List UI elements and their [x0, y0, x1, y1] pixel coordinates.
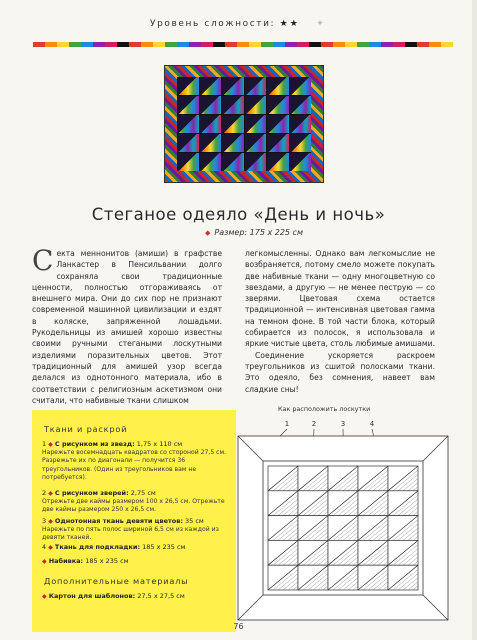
size-label: Размер: 175 х 225 см [214, 228, 303, 237]
diamond-icon: ◆ [42, 558, 47, 565]
material-desc-2: Отрежьте две каймы размером 100 х 26,5 см. Отрежьте две каймы размером 250 х 26,5 см. [42, 498, 225, 514]
materials-box [32, 410, 236, 632]
quilt-block [200, 153, 222, 171]
quilt-block [177, 134, 199, 152]
material-item-4: 4 ◆ Ткань для подкладки: 185 х 235 см [42, 543, 186, 551]
quilt-block [290, 134, 312, 152]
diamond-icon: ◆ [48, 544, 53, 551]
diamond-icon: ◆ [48, 490, 53, 497]
material-desc-1: Нарежьте восемнадцать квадратов со стороной 27,5 см. Разрежьте их по диагонали — получится 36 треугольников. (Один из треугольников вам не потребуется). [42, 449, 227, 482]
material-item-2: 2 ◆ С рисунком зверей: 2,75 см [42, 489, 156, 497]
diagram-label-2: 2 [311, 420, 317, 428]
material-item-3: 3 ◆ Однотонная ткань девяти цветов: 35 см [42, 517, 204, 525]
difficulty-header [150, 19, 325, 29]
diagram-label-4: 4 [369, 420, 375, 428]
quilt-block [245, 134, 267, 152]
quilt-block [200, 77, 222, 95]
diagram-label-3: 3 [340, 420, 346, 428]
quilt-block [245, 96, 267, 114]
quilt-blocks [177, 77, 311, 171]
quilt-photo [165, 66, 323, 182]
page-number: 76 [233, 622, 244, 631]
layout-diagram [232, 414, 454, 624]
page-edge [472, 0, 477, 640]
page-title: Стеганое одеяло «День и ночь» [91, 205, 386, 224]
material-item-1: 1 ◆ С рисунком из звезд: 1,75 х 110 см [42, 440, 183, 448]
quilt-block [267, 115, 289, 133]
body-right-column [245, 248, 435, 395]
intro-paragraph: екта меннонитов (амиши) в графстве Ланкастер в Пенсильвании долго сохраняла свои традиционные ценности, полностью отгораживаясь от внешнего мира. Они до сих пор не признают современной машинной цивилизации и ездят в коляске, запряженной лошадьми. Рукодельницы из амишей хорошо известны своими ручными стегаными лоскутными изделиями поразительных цветов. Этот традиционный для амишей узор всегда делался из однотонного материала, ибо в соответствии с религиозным аскетизмом они считали, что набивные ткани слишком [32, 249, 222, 405]
material-item-5: ◆ Набивка: 185 х 235 см [42, 557, 129, 565]
diamond-icon: ◆ [48, 441, 53, 448]
quilt-block [222, 77, 244, 95]
quilt-block [245, 77, 267, 95]
quilt-block [200, 115, 222, 133]
quilt-block [177, 115, 199, 133]
quilt-block [290, 115, 312, 133]
quilt-block [290, 153, 312, 171]
diagram-caption: Как расположить лоскутки [278, 405, 371, 413]
quilt-block [200, 134, 222, 152]
quilt-block [177, 77, 199, 95]
color-stripe [33, 42, 453, 47]
difficulty-stars: ★★ [279, 19, 300, 29]
quilt-block [290, 96, 312, 114]
quilt-block [245, 153, 267, 171]
diamond-icon: ◆ [205, 229, 211, 237]
extra-materials-heading: Дополнительные материалы [44, 576, 189, 586]
paragraph-closing: Соединение ускоряется раскроем треугольников из сшитой полосками ткани. Это одеяло, без сомнения, навеет вам сладкие сны! [245, 350, 435, 394]
quilt-block [222, 115, 244, 133]
quilt-block [177, 96, 199, 114]
size-line [205, 228, 303, 237]
quilt-block [267, 77, 289, 95]
material-desc-3: Нарежьте по пять полос шириной 6,5 см из каждой из девяти тканей. [42, 526, 219, 542]
quilt-block [267, 96, 289, 114]
difficulty-empty-star-icon: ✦ [316, 19, 326, 29]
quilt-block [200, 96, 222, 114]
body-left-column [32, 244, 222, 406]
diagram-label-1: 1 [284, 420, 290, 428]
quilt-block [222, 134, 244, 152]
quilt-block [222, 153, 244, 171]
diamond-icon: ◆ [42, 593, 47, 600]
quilt-block [267, 153, 289, 171]
quilt-block [222, 96, 244, 114]
diamond-icon: ◆ [48, 518, 53, 525]
paragraph-continued: легкомысленны. Однако вам легкомыслие не возбраняется, потому смело можете покупать две набивные ткани — одну многоцветную со звездами, а другую — не менее пеструю — со зверями. Цветовая схема остается традиционной — интенсивная цветовая гамма на темном фоне. В той части блока, который собирается из полосок, я использовала и яркие чистые цвета, столь любимые амишами. [245, 249, 435, 349]
difficulty-label: Уровень сложности: [150, 19, 276, 29]
quilt-block [177, 153, 199, 171]
materials-heading: Ткани и раскрой [44, 424, 128, 434]
dropcap: С [32, 244, 54, 277]
extra-material-item: ◆ Картон для шаблонов: 27,5 х 27,5 см [42, 592, 185, 600]
quilt-block [290, 77, 312, 95]
quilt-block [267, 134, 289, 152]
quilt-block [245, 115, 267, 133]
